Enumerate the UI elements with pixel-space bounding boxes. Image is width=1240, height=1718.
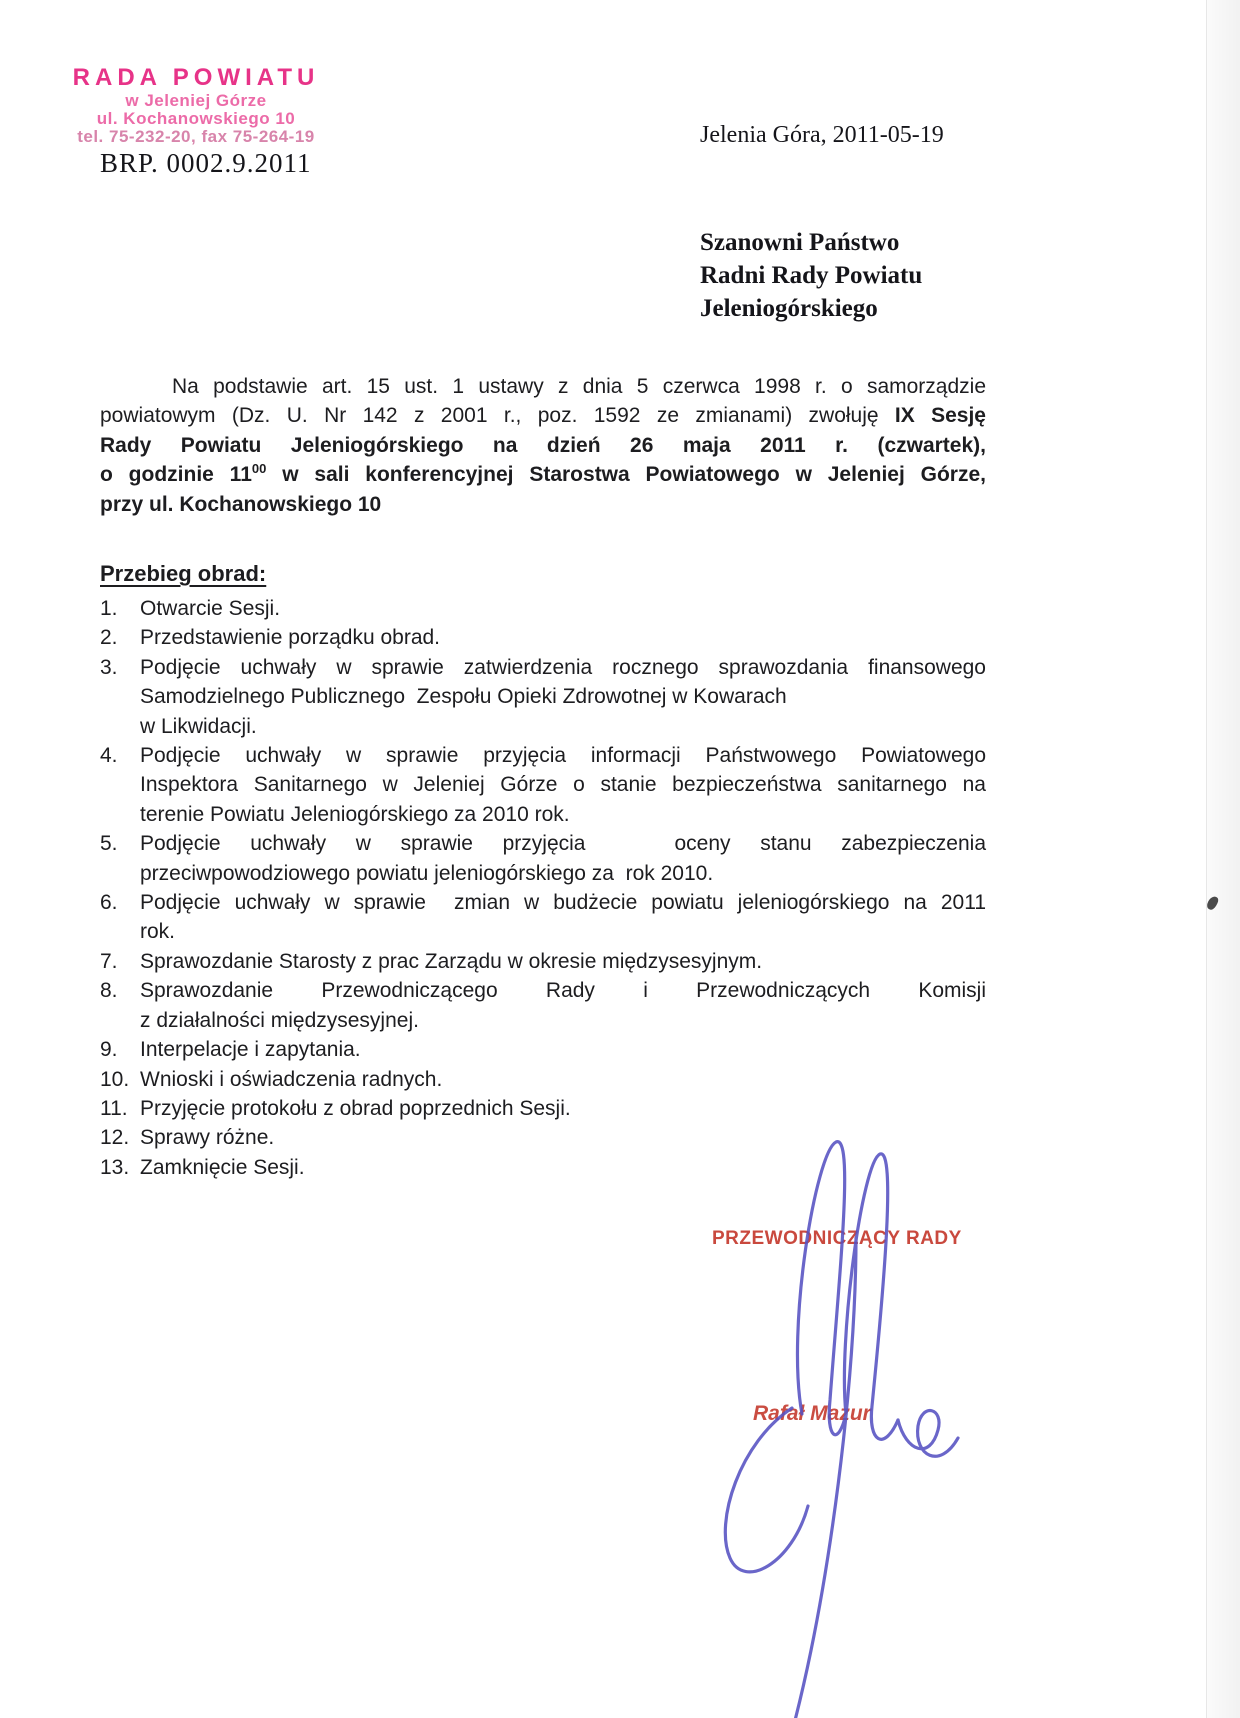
list-item (100, 1035, 986, 1064)
agenda-heading: Przebieg obrad: (100, 561, 267, 586)
list-item-text (140, 653, 986, 741)
text-segment: w sali konferencyjnej Starostwa Powiatowego w Jeleniej Górze, (266, 463, 986, 487)
text-segment: Sprawozdanie Starosty z prac Zarządu w okresie międzysesyjnym. (140, 949, 763, 973)
list-item (100, 741, 986, 829)
list-item-number: 1. (100, 597, 118, 620)
text-segment: Przedstawienie porządku obrad. (140, 626, 441, 650)
letterhead-street: ul. Kochanowskiego 10 (96, 109, 296, 128)
list-item (100, 594, 986, 623)
text-segment: powiatowym (Dz. U. Nr 142 z 2001 r., poz. 1592 ze zmianami) zwołuję (100, 404, 895, 428)
list-item-number: 11. (100, 1096, 128, 1120)
list-item-line (140, 1035, 986, 1064)
text-segment: przy ul. Kochanowskiego 10 (100, 492, 382, 516)
text-segment: Interpelacje i zapytania. (140, 1038, 361, 1062)
text-segment: terenie Powiatu Jeleniogórskiego za 2010 rok. (140, 802, 570, 826)
addressee-line-3: Jeleniogórskiego (700, 295, 878, 322)
text-segment: Sprawy różne. (140, 1126, 275, 1150)
list-item-number: 13. (100, 1155, 130, 1179)
text-segment: w Likwidacji. (140, 714, 257, 738)
text-segment: Podjęcie uchwały w sprawie zatwierdzenia rocznego sprawozdania finansowego (140, 655, 986, 679)
paragraph-line (100, 431, 986, 460)
paragraph-line (100, 401, 986, 430)
list-item-text (140, 947, 986, 976)
paragraph-line (100, 372, 986, 401)
list-item (100, 653, 986, 741)
letterhead-org-name: RADA POWIATU (72, 64, 320, 91)
text-segment: Otwarcie Sesji. (140, 597, 281, 620)
list-item-line (140, 770, 986, 799)
chairman-stamp-name: Rafał Mazur (753, 1402, 871, 1425)
list-item (100, 829, 986, 888)
list-item-line (140, 1065, 986, 1094)
signature-stroke-left-loop (725, 1408, 808, 1572)
list-item-number: 6. (100, 891, 118, 915)
text-segment: Samodzielnego Publicznego Zespołu Opieki Zdrowotnej w Kowarach (140, 685, 787, 709)
list-item-number: 10. (100, 1067, 130, 1091)
letterhead-stamp (48, 64, 344, 146)
signature-stroke-right-curls (898, 1411, 958, 1457)
list-item-text (140, 623, 986, 652)
list-item-line (140, 594, 986, 623)
list-item (100, 623, 986, 652)
list-item (100, 1065, 986, 1094)
list-item (100, 947, 986, 976)
chairman-stamp-title: PRZEWODNICZĄCY RADY (712, 1228, 962, 1249)
intro-paragraph (100, 372, 986, 519)
text-segment: Inspektora Sanitarnego w Jeleniej Górze o stanie bezpieczeństwa sanitarnego na (140, 773, 986, 797)
list-item-number: 9. (100, 1038, 118, 1062)
list-item-text (140, 1065, 986, 1094)
text-segment: Sprawozdanie Przewodniczącego Rady i Przewodniczących Komisji (140, 979, 986, 1003)
list-item-text (140, 594, 986, 623)
list-item-line (140, 859, 986, 888)
addressee-block (700, 226, 922, 325)
text-segment: Podjęcie uchwały w sprawie przyjęcia oceny stanu zabezpieczenia (140, 832, 986, 856)
list-item-number: 4. (100, 744, 118, 768)
letterhead-phone-fax: tel. 75-232-20, fax 75-264-19 (77, 127, 315, 146)
text-segment: Zamknięcie Sesji. (140, 1155, 305, 1179)
list-item-line (140, 741, 986, 770)
text-segment: Na podstawie art. 15 ust. 1 ustawy z dnia 5 czerwca 1998 r. o samorządzie (172, 375, 986, 398)
list-item-line (140, 829, 986, 858)
list-item-line (140, 888, 986, 917)
reference-number: BRP. 0002.9.2011 (100, 148, 312, 178)
list-item-text (140, 976, 986, 1035)
list-item-line (140, 947, 986, 976)
list-item-number: 5. (100, 832, 118, 856)
list-item-line (140, 682, 986, 711)
list-item-number: 12. (100, 1126, 130, 1150)
list-item-line (140, 917, 986, 946)
text-segment: 00 (251, 461, 267, 477)
text-segment: Podjęcie uchwały w sprawie zmian w budżecie powiatu jeleniogórskiego na 2011 (140, 891, 986, 915)
text-segment: o godzinie 11 (100, 463, 252, 487)
list-item-text (140, 1035, 986, 1064)
list-item-number: 7. (100, 949, 118, 973)
scan-edge-shadow (1206, 0, 1240, 1718)
signature-stroke-loop-1 (797, 1142, 846, 1435)
list-item-text (140, 741, 986, 829)
dateline: Jelenia Góra, 2011-05-19 (700, 122, 944, 148)
list-item-line (140, 623, 986, 652)
list-item-line (140, 653, 986, 682)
paragraph-line (100, 460, 986, 489)
text-segment: rok. (140, 920, 176, 944)
text-segment: Wnioski i oświadczenia radnych. (140, 1067, 443, 1091)
list-item-number: 3. (100, 655, 118, 679)
list-item-line (140, 976, 986, 1005)
letterhead-city: w Jeleniej Górze (125, 91, 267, 110)
paragraph-line (100, 490, 986, 519)
text-segment: Rady Powiatu Jeleniogórskiego na dzień 26 maja 2011 r. (czwartek), (100, 433, 986, 457)
list-item-line (140, 800, 986, 829)
list-item-line (140, 1006, 986, 1035)
text-segment: IX Sesję (894, 404, 986, 428)
text-segment: Podjęcie uchwały w sprawie przyjęcia informacji Państwowego Powiatowego (140, 744, 986, 768)
text-segment: przeciwpowodziowego powiatu jeleniogórskiego za rok 2010. (140, 861, 714, 885)
list-item-text (140, 888, 986, 947)
signature-ink (640, 1118, 1040, 1718)
addressee-line-1: Szanowni Państwo (700, 229, 900, 256)
addressee-line-2: Radni Rady Powiatu (700, 262, 923, 289)
list-item-number: 2. (100, 626, 118, 650)
list-item-text (140, 829, 986, 888)
text-segment: z działalności międzysesyjnej. (140, 1008, 419, 1032)
signature-stroke-loop-2 (844, 1154, 898, 1439)
list-item-line (140, 712, 986, 741)
list-item (100, 976, 986, 1035)
list-item (100, 888, 986, 947)
list-item-number: 8. (100, 979, 118, 1003)
text-segment: Przyjęcie protokołu z obrad poprzednich Sesji. (140, 1096, 571, 1120)
agenda-list (100, 594, 986, 1182)
